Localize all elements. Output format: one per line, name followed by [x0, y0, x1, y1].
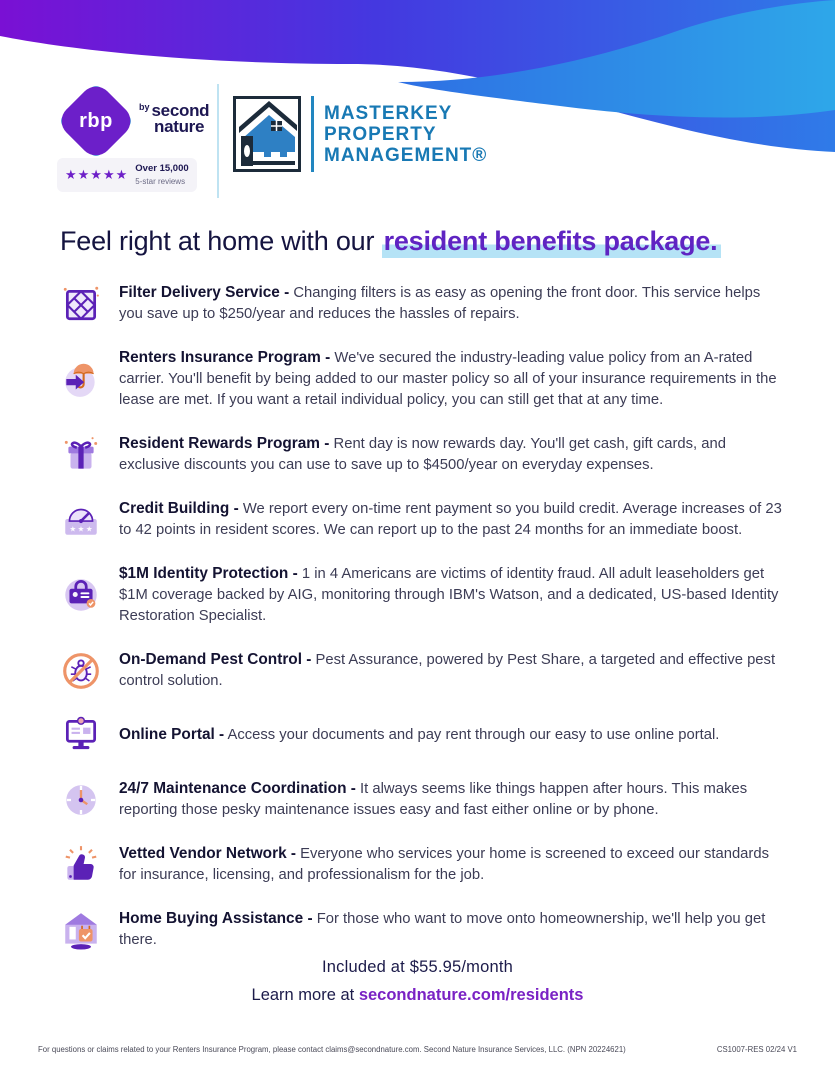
- benefit-row: [60, 778, 782, 821]
- benefit-heading: Home Buying Assistance -: [119, 910, 313, 927]
- benefits-list: [60, 282, 782, 973]
- masterkey-house-key-icon: [233, 96, 301, 172]
- benefit-heading: Renters Insurance Program -: [119, 349, 331, 366]
- benefit-description: 1 in 4 Americans are victims of identity fraud. All adult leaseholders get $1M coverage backed by AIG, monitoring through IBM's Watson, and a dedicated, US-based Identity Restoration Specialist.: [119, 566, 779, 624]
- benefit-row: [60, 433, 782, 476]
- benefit-heading: 24/7 Maintenance Coordination -: [119, 780, 356, 797]
- benefit-row: [60, 908, 782, 951]
- benefit-description: Changing filters is as easy as opening the front door. This service helps you save up to $250/year and reduces the hassles of repairs.: [119, 285, 761, 322]
- benefit-description: We've secured the industry-leading value policy from an A-rated carrier. You'll benefit by being added to our master policy so all of your insurance requirements in the lease are met. If you want a retail individual policy, you can still get that at any time.: [119, 350, 777, 408]
- benefit-description: Rent day is now rewards day. You'll get cash, gift cards, and exclusive discounts you can use to save up to $4500/year on everyday expenses.: [119, 436, 726, 473]
- benefit-heading: Resident Rewards Program -: [119, 435, 330, 452]
- title-prefix: Feel right at home with our: [60, 226, 382, 256]
- benefit-description: We report every on-time rent payment so you build credit. Average increases of 23 to 42 points in resident scores. We can report up to the past 24 months for an immediate boost.: [119, 501, 782, 538]
- rbp-mark-icon: rbp: [61, 86, 131, 156]
- masterkey-wordmark: MASTERKEY PROPERTY MANAGEMENT®: [324, 102, 488, 166]
- svg-text:★: ★: [85, 524, 93, 534]
- benefit-row: [60, 714, 782, 756]
- review-badge: [57, 158, 197, 192]
- no-pests-icon: [60, 650, 102, 692]
- insurance-disclaimer: For questions or claims related to your Renters Insurance Program, please contact claims@secondnature.com. Second Nature Insurance Services, LLC. (NPN 20224621): [38, 1045, 626, 1054]
- monitor-icon: [60, 714, 102, 756]
- masterkey-divider-bar: [311, 96, 314, 172]
- benefit-description: Pest Assurance, powered by Pest Share, a targeted and effective pest control solution.: [119, 652, 776, 689]
- house-icon: [60, 909, 102, 951]
- credit-meter-icon: [60, 499, 102, 541]
- benefit-row: [60, 563, 782, 627]
- clock-icon: [60, 779, 102, 821]
- benefit-heading: Filter Delivery Service -: [119, 284, 290, 301]
- document-code: CS1007-RES 02/24 V1: [716, 1045, 797, 1054]
- second-nature-wordmark: $^{by}$ second nature: [139, 101, 210, 136]
- fine-print: [38, 1045, 797, 1054]
- benefit-row: [60, 843, 782, 886]
- gift-icon: [60, 434, 102, 476]
- review-count: Over 15,000: [135, 163, 189, 174]
- masterkey-logo: [233, 96, 487, 172]
- residents-link[interactable]: secondnature.com/residents: [358, 986, 584, 1004]
- five-stars-icon: ★★★★★: [65, 167, 129, 182]
- svg-text:★: ★: [69, 524, 77, 534]
- umbrella-icon: [60, 358, 102, 400]
- rbp-logo: [57, 84, 210, 200]
- footer: [0, 958, 835, 1005]
- benefit-row: [60, 649, 782, 692]
- filter-icon: [60, 283, 102, 325]
- svg-text:★: ★: [77, 524, 85, 534]
- benefit-heading: $1M Identity Protection -: [119, 565, 298, 582]
- id-card-icon: [60, 574, 102, 616]
- benefit-description: Everyone who services your home is screened to exceed our standards for insurance, licensing, and professionalism for the job.: [119, 846, 769, 883]
- benefit-heading: Credit Building -: [119, 500, 239, 517]
- thumbs-up-icon: [60, 844, 102, 886]
- benefit-description: It always seems like things happen after hours. This makes reporting those pesky maintenance issues easy and fast either online or by phone.: [119, 781, 748, 818]
- page-title: [60, 226, 780, 257]
- review-caption: 5-star reviews: [135, 177, 186, 186]
- benefit-heading: Vetted Vendor Network -: [119, 845, 297, 862]
- benefit-row: [60, 347, 782, 411]
- benefit-row: [60, 282, 782, 325]
- benefit-heading: Online Portal -: [119, 726, 225, 743]
- benefit-row: [60, 498, 782, 541]
- benefit-description: For those who want to move onto homeownership, we'll help you get there.: [119, 911, 766, 948]
- logo-divider: [217, 84, 219, 198]
- benefit-heading: On-Demand Pest Control -: [119, 651, 312, 668]
- benefit-description: Access your documents and pay rent through our easy to use online portal.: [227, 727, 720, 743]
- learn-more-line: Learn more at secondnature.com/residents: [251, 986, 584, 1004]
- title-highlight: resident benefits package.: [382, 226, 722, 258]
- price-line: Included at $55.95/month: [321, 958, 514, 976]
- logo-band: [57, 84, 777, 200]
